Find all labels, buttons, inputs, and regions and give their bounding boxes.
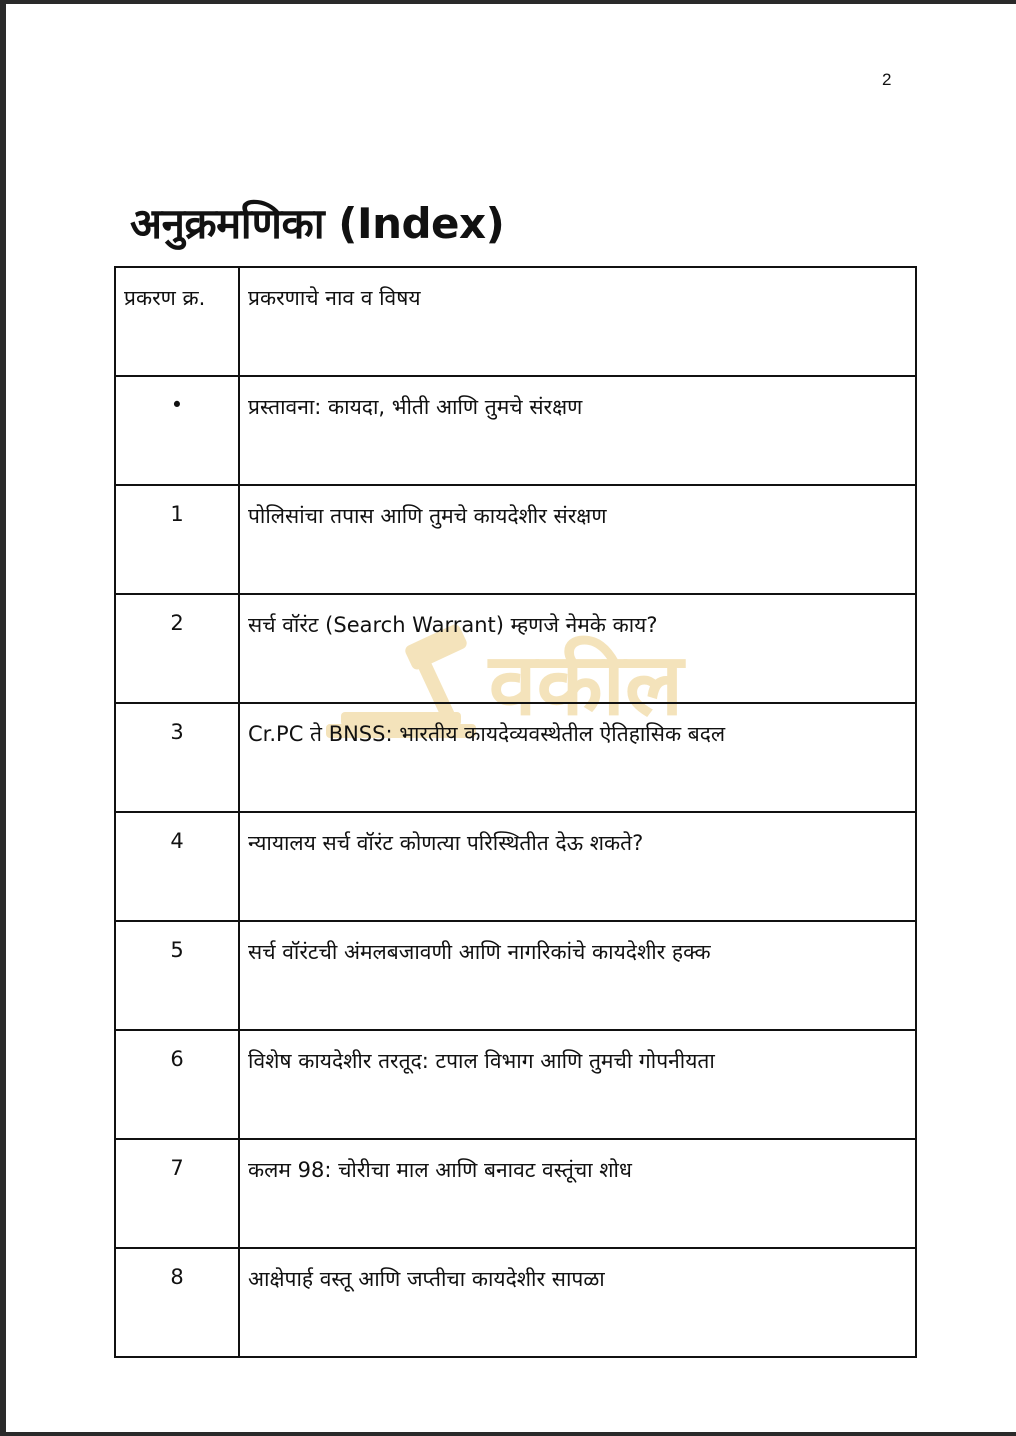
header-chapter-subject: प्रकरणाचे नाव व विषय xyxy=(239,267,916,376)
chapter-subject: पोलिसांचा तपास आणि तुमचे कायदेशीर संरक्षण xyxy=(239,485,916,594)
table-row xyxy=(115,1248,916,1357)
chapter-subject: प्रस्तावना: कायदा, भीती आणि तुमचे संरक्षण xyxy=(239,376,916,485)
table-row xyxy=(115,485,916,594)
chapter-subject: सर्च वॉरंट (Search Warrant) म्हणजे नेमके काय? xyxy=(239,594,916,703)
chapter-number: 8 xyxy=(115,1248,239,1357)
chapter-number: • xyxy=(115,376,239,485)
chapter-subject: आक्षेपार्ह वस्तू आणि जप्तीचा कायदेशीर सापळा xyxy=(239,1248,916,1357)
header-chapter-number: प्रकरण क्र. xyxy=(115,267,239,376)
chapter-number: 2 xyxy=(115,594,239,703)
chapter-subject: Cr.PC ते BNSS: भारतीय कायदेव्यवस्थेतील ऐतिहासिक बदल xyxy=(239,703,916,812)
chapter-subject: सर्च वॉरंटची अंमलबजावणी आणि नागरिकांचे कायदेशीर हक्क xyxy=(239,921,916,1030)
index-title: अनुक्रमणिका (Index) xyxy=(130,199,505,248)
chapter-number: 5 xyxy=(115,921,239,1030)
chapter-number: 3 xyxy=(115,703,239,812)
index-table xyxy=(114,266,917,1358)
table-row xyxy=(115,376,916,485)
watermark-text: वकील xyxy=(488,635,684,735)
table-header-row xyxy=(115,267,916,376)
chapter-number: 1 xyxy=(115,485,239,594)
document-page xyxy=(6,4,1016,1432)
chapter-subject: विशेष कायदेशीर तरतूद: टपाल विभाग आणि तुमची गोपनीयता xyxy=(239,1030,916,1139)
chapter-number: 7 xyxy=(115,1139,239,1248)
chapter-number: 4 xyxy=(115,812,239,921)
table-row xyxy=(115,921,916,1030)
chapter-subject: कलम 98: चोरीचा माल आणि बनावट वस्तूंचा शोध xyxy=(239,1139,916,1248)
page-number: 2 xyxy=(882,70,892,89)
table-row xyxy=(115,594,916,703)
table-row xyxy=(115,812,916,921)
table-row xyxy=(115,1030,916,1139)
chapter-subject: न्यायालय सर्च वॉरंट कोणत्या परिस्थितीत देऊ शकते? xyxy=(239,812,916,921)
chapter-number: 6 xyxy=(115,1030,239,1139)
table-row xyxy=(115,703,916,812)
table-row xyxy=(115,1139,916,1248)
